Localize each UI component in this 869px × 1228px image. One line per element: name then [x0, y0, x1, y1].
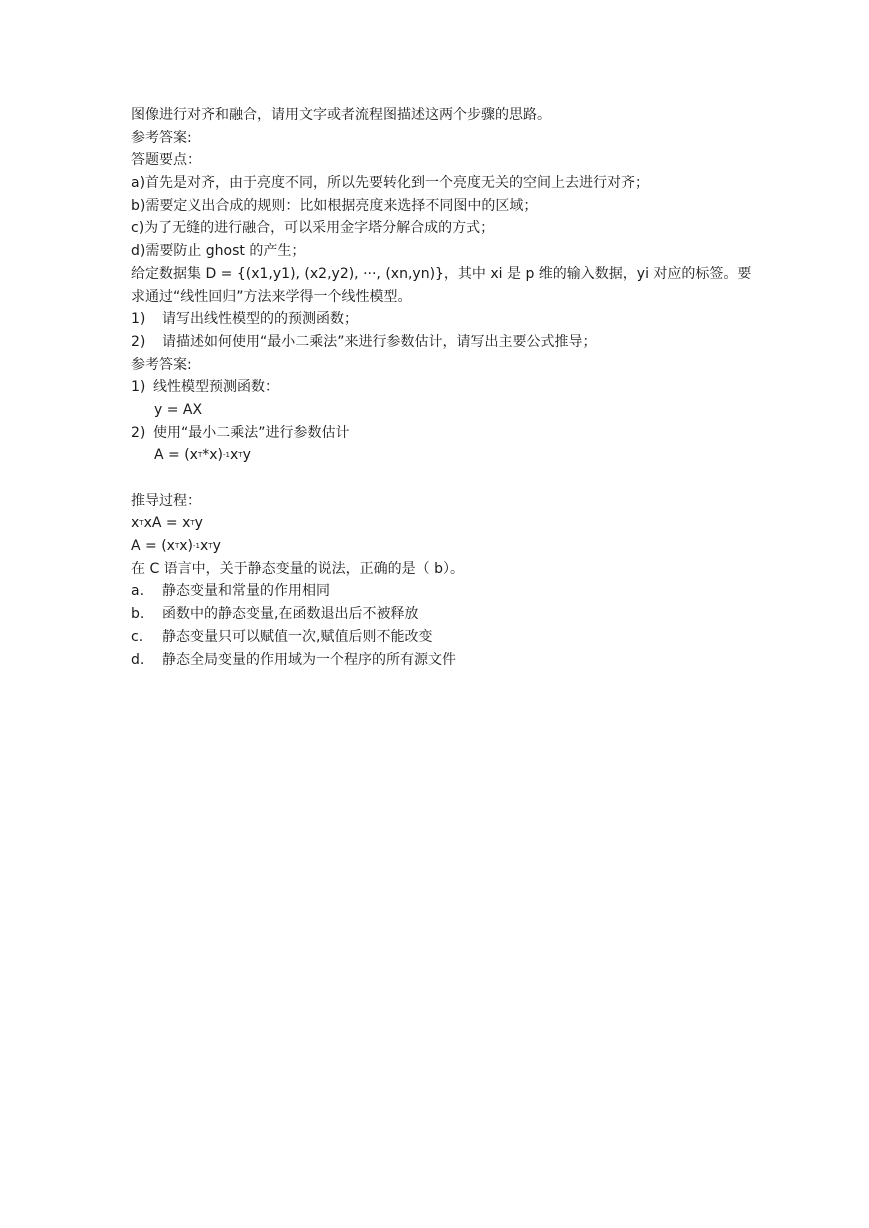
derivation-label: 推导过程： [131, 492, 201, 509]
answer-number: 1) [131, 379, 146, 396]
option-text: 静态变量和常量的作用相同 [162, 583, 330, 600]
question-2-subquestion-1 [131, 308, 751, 331]
question-2-subquestion-2 [131, 331, 751, 354]
prediction-formula: y = AX [154, 401, 203, 418]
question-3-stem: 在 C 语言中，关于静态变量的说法，正确的是（ b）。 [131, 560, 465, 577]
option-text: 函数中的静态变量,在函数退出后不被释放 [162, 606, 419, 623]
question-1-reference-label: 参考答案: [131, 129, 192, 146]
option-label: b. [131, 606, 145, 623]
question-2-stem-line-2: 求通过“线性回归”方法来学得一个线性模型。 [131, 288, 412, 305]
question-3-option-c [131, 626, 751, 649]
question-2-reference-label: 参考答案: [131, 356, 192, 373]
subquestion-text: 请写出线性模型的的预测函数； [162, 311, 358, 328]
question-3-option-a [131, 580, 751, 603]
question-1-point-d: d)需要防止 ghost 的产生； [131, 243, 306, 260]
option-text: 静态全局变量的作用域为一个程序的所有源文件 [162, 651, 456, 668]
question-2-stem-line-1: 给定数据集 D = {(x1,y1), (x2,y2), ···, (xn,yn)}，其中 xi 是 p 维的输入数据，yi 对应的标签。要 [131, 265, 752, 282]
option-label: d. [131, 651, 145, 668]
least-squares-formula: $A = (x^T*x)^{-1}x^Ty$ [154, 447, 251, 464]
option-label: c. [131, 628, 144, 645]
question-3-option-d [131, 649, 751, 672]
question-3-option-b [131, 603, 751, 626]
question-1-point-b: b)需要定义出合成的规则：比如根据亮度来选择不同图中的区域； [131, 197, 538, 214]
answer-text: 使用“最小二乘法”进行参数估计 [153, 424, 350, 441]
answer-text: 线性模型预测函数： [153, 379, 279, 396]
subquestion-text: 请描述如何使用“最小二乘法”来进行参数估计，请写出主要公式推导； [162, 333, 597, 350]
document-body [131, 104, 751, 671]
blank-line [131, 467, 751, 490]
answer-number: 2) [131, 424, 146, 441]
option-text: 静态变量只可以赋值一次,赋值后则不能改变 [162, 628, 433, 645]
subquestion-number: 2) [131, 333, 146, 350]
subquestion-number: 1) [131, 311, 146, 328]
question-2-answer-2 [131, 422, 751, 445]
question-1-points-label: 答题要点： [131, 152, 201, 169]
question-1-point-a: a)首先是对齐，由于亮度不同，所以先要转化到一个亮度无关的空间上去进行对齐； [131, 175, 650, 192]
derivation-step-2: $A = (x^Tx)^{-1}x^Ty$ [131, 538, 221, 555]
question-2-answer-1 [131, 376, 751, 399]
question-1-point-c: c)为了无缝的进行融合，可以采用金字塔分解合成的方式； [131, 220, 495, 237]
derivation-step-1: $x^TxA = x^Ty$ [131, 515, 203, 532]
question-1-intro: 图像进行对齐和融合，请用文字或者流程图描述这两个步骤的思路。 [131, 107, 551, 123]
option-label: a. [131, 583, 145, 600]
